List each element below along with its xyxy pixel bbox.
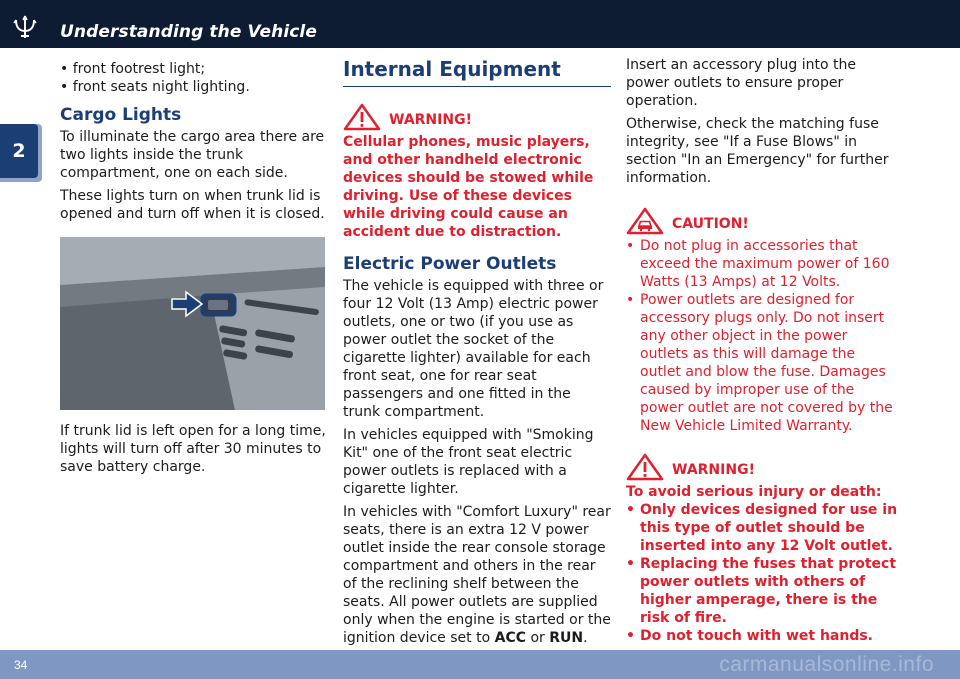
- trunk-light-photo: [60, 237, 325, 410]
- caution-header: [626, 207, 898, 235]
- outlets-p3-text: In vehicles with "Comfort Luxury" rear seats, there is an extra 12 V power outlet inside the rear console storage compartment and others in the rear of the reclining shelf between the seats. All power outlets are supplied only when the engine is started or the ignition device set to: [343, 504, 611, 646]
- outlets-paragraph-2: In vehicles equipped with "Smoking Kit" one of the front seat electric power outlets is replaced with a cigarette lighter.: [343, 427, 594, 497]
- warning2-item: • Replacing the fuses that protect power outlets with others of higher amperage, there is the risk of fire.: [626, 555, 898, 627]
- warning2-list: [626, 501, 898, 645]
- middle-column: [343, 56, 611, 675]
- bullet-night-lighting: • front seats night lighting.: [60, 79, 250, 95]
- chapter-number: 2: [0, 124, 38, 178]
- section-title: Internal Equipment: [343, 56, 611, 87]
- page-header: [0, 0, 960, 48]
- warning-header: [343, 103, 611, 131]
- acc-label: ACC: [494, 630, 526, 646]
- warning2-item: • Only devices designed for use in this type of outlet should be inserted into any 12 Volt outlet.: [626, 501, 898, 555]
- cargo-lights-heading: Cargo Lights: [60, 105, 182, 125]
- maserati-trident-icon: [12, 14, 38, 40]
- caution-list: [626, 237, 898, 435]
- warning2-header: [626, 453, 898, 481]
- caution-label: CAUTION!: [672, 216, 749, 232]
- warning2-block: [626, 453, 898, 645]
- warning-triangle-icon: [626, 453, 664, 481]
- warning2-intro: To avoid serious injury or death:: [626, 484, 882, 500]
- chapter-tab: [0, 124, 42, 182]
- warning-label: WARNING!: [389, 112, 472, 128]
- right-paragraph-1: Insert an accessory plug into the power outlets to ensure proper operation.: [626, 57, 856, 109]
- cargo-paragraph-3: If trunk lid is left open for a long time, lights will turn off after 30 minutes to save battery charge.: [60, 423, 326, 475]
- watermark-text: carmanualsonline.info: [719, 653, 934, 676]
- period-text: .: [583, 630, 588, 646]
- left-column: [60, 60, 328, 481]
- warning2-item: • Do not touch with wet hands.: [626, 627, 898, 645]
- outlets-paragraph-1: The vehicle is equipped with three or four 12 Volt (13 Amp) electric power outlets, one or two (if you use as power outlet the socket of the cigarette lighter) available for each front seat, one for rear seat passengers and one fitted in the trunk compartment.: [343, 278, 604, 420]
- caution-item: • Power outlets are designed for accessory plugs only. Do not insert any other object in the power outlets as this will damage the outlet and blow the fuse. Damages caused by improper use of the power outlet are not covered by the New Vehicle Limited Warranty.: [626, 291, 898, 435]
- or-text: or: [530, 630, 545, 646]
- warning2-label: WARNING!: [672, 462, 755, 478]
- warning-text: Cellular phones, music players, and other handheld electronic devices should be stowed while driving. Use of these devices while driving could cause an accident due to distraction.: [343, 134, 594, 240]
- run-label: RUN: [549, 630, 584, 646]
- power-outlets-heading: Electric Power Outlets: [343, 254, 557, 274]
- warning-triangle-icon: [343, 103, 381, 131]
- right-paragraph-2: Otherwise, check the matching fuse integrity, see "If a Fuse Blows" in section "In an Emergency" for further information.: [626, 116, 889, 186]
- caution-block: [626, 207, 898, 435]
- cargo-paragraph-1: To illuminate the cargo area there are two lights inside the trunk compartment, one on each side.: [60, 129, 325, 181]
- page-number: 34: [14, 658, 28, 672]
- outlets-paragraph-3: [343, 503, 611, 647]
- bullet-footrest: • front footrest light;: [60, 61, 206, 77]
- cargo-paragraph-2: These lights turn on when trunk lid is opened and turn off when it is closed.: [60, 188, 325, 222]
- right-column: [626, 56, 898, 645]
- caution-item: • Do not plug in accessories that exceed the maximum power of 160 Watts (13 Amps) at 12 Volts.: [626, 237, 898, 291]
- caution-car-triangle-icon: [626, 207, 664, 235]
- page-title: Understanding the Vehicle: [60, 22, 317, 42]
- page-footer: [0, 650, 960, 679]
